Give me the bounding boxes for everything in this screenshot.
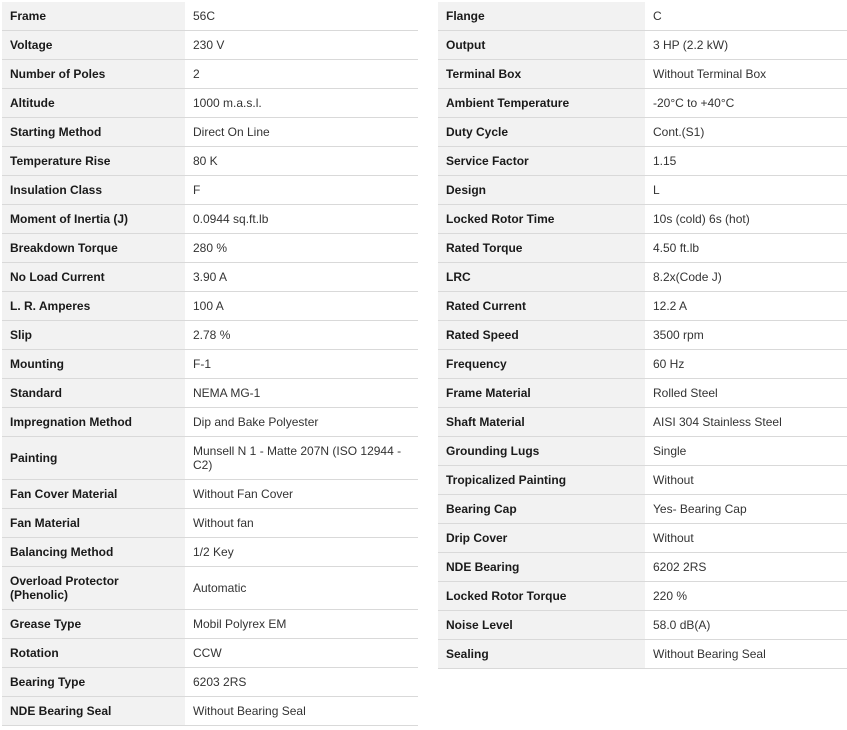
spec-label: Locked Rotor Torque	[438, 582, 645, 611]
spec-label: Moment of Inertia (J)	[2, 205, 185, 234]
spec-row	[2, 2, 418, 31]
spec-row	[2, 408, 418, 437]
spec-row	[2, 292, 418, 321]
spec-value: Without Terminal Box	[645, 60, 847, 89]
spec-value: 10s (cold) 6s (hot)	[645, 205, 847, 234]
spec-row	[2, 567, 418, 610]
spec-row	[2, 118, 418, 147]
spec-row	[438, 89, 847, 118]
spec-value: Automatic	[185, 567, 418, 610]
spec-value: F	[185, 176, 418, 205]
spec-label: Impregnation Method	[2, 408, 185, 437]
spec-value: Dip and Bake Polyester	[185, 408, 418, 437]
spec-label: Temperature Rise	[2, 147, 185, 176]
spec-value: NEMA MG-1	[185, 379, 418, 408]
spec-row	[438, 379, 847, 408]
spec-row	[2, 668, 418, 697]
spec-label: Slip	[2, 321, 185, 350]
spec-row	[438, 408, 847, 437]
spec-value: C	[645, 2, 847, 31]
spec-value: Without Bearing Seal	[185, 697, 418, 726]
left-spec-table-body	[2, 2, 418, 726]
spec-value: 56C	[185, 2, 418, 31]
spec-label: Starting Method	[2, 118, 185, 147]
spec-row	[438, 640, 847, 669]
spec-label: Ambient Temperature	[438, 89, 645, 118]
spec-row	[2, 379, 418, 408]
spec-row	[438, 553, 847, 582]
spec-row	[2, 147, 418, 176]
spec-value: 8.2x(Code J)	[645, 263, 847, 292]
spec-row	[438, 466, 847, 495]
spec-label: Rated Current	[438, 292, 645, 321]
spec-label: Output	[438, 31, 645, 60]
spec-label: Flange	[438, 2, 645, 31]
spec-value: 0.0944 sq.ft.lb	[185, 205, 418, 234]
spec-label: NDE Bearing Seal	[2, 697, 185, 726]
spec-row	[2, 176, 418, 205]
spec-row	[2, 509, 418, 538]
spec-value: 58.0 dB(A)	[645, 611, 847, 640]
spec-value: Without	[645, 524, 847, 553]
spec-row	[438, 437, 847, 466]
spec-label: Shaft Material	[438, 408, 645, 437]
left-spec-table	[2, 2, 418, 726]
right-spec-table-body	[438, 2, 847, 669]
spec-row	[2, 639, 418, 668]
spec-row	[2, 89, 418, 118]
spec-label: NDE Bearing	[438, 553, 645, 582]
spec-row	[438, 2, 847, 31]
spec-value: F-1	[185, 350, 418, 379]
spec-value: 100 A	[185, 292, 418, 321]
spec-label: Locked Rotor Time	[438, 205, 645, 234]
spec-label: Frequency	[438, 350, 645, 379]
spec-label: Sealing	[438, 640, 645, 669]
spec-label: Grounding Lugs	[438, 437, 645, 466]
spec-value: L	[645, 176, 847, 205]
spec-value: Mobil Polyrex EM	[185, 610, 418, 639]
spec-value: Rolled Steel	[645, 379, 847, 408]
spec-value: 2	[185, 60, 418, 89]
spec-row	[2, 480, 418, 509]
spec-value: AISI 304 Stainless Steel	[645, 408, 847, 437]
spec-row	[438, 611, 847, 640]
spec-label: Rated Speed	[438, 321, 645, 350]
spec-value: Direct On Line	[185, 118, 418, 147]
spec-value: 1.15	[645, 147, 847, 176]
spec-row	[2, 321, 418, 350]
spec-label: Altitude	[2, 89, 185, 118]
spec-label: Frame	[2, 2, 185, 31]
spec-label: Mounting	[2, 350, 185, 379]
spec-value: 3 HP (2.2 kW)	[645, 31, 847, 60]
spec-label: Frame Material	[438, 379, 645, 408]
spec-row	[2, 350, 418, 379]
spec-value: Munsell N 1 - Matte 207N (ISO 12944 - C2)	[185, 437, 418, 480]
spec-value: 230 V	[185, 31, 418, 60]
spec-label: Balancing Method	[2, 538, 185, 567]
spec-row	[2, 697, 418, 726]
spec-value: Without Bearing Seal	[645, 640, 847, 669]
spec-row	[438, 292, 847, 321]
spec-row	[438, 321, 847, 350]
spec-row	[2, 263, 418, 292]
spec-row	[2, 205, 418, 234]
spec-value: Cont.(S1)	[645, 118, 847, 147]
spec-row	[438, 524, 847, 553]
spec-value: Without fan	[185, 509, 418, 538]
spec-label: Rated Torque	[438, 234, 645, 263]
spec-value: 80 K	[185, 147, 418, 176]
spec-label: Insulation Class	[2, 176, 185, 205]
spec-row	[438, 176, 847, 205]
spec-row	[2, 234, 418, 263]
spec-label: Design	[438, 176, 645, 205]
spec-row	[438, 495, 847, 524]
spec-label: Standard	[2, 379, 185, 408]
spec-label: Drip Cover	[438, 524, 645, 553]
spec-label: Grease Type	[2, 610, 185, 639]
spec-value: 2.78 %	[185, 321, 418, 350]
spec-value: 6202 2RS	[645, 553, 847, 582]
spec-value: 220 %	[645, 582, 847, 611]
spec-value: Yes- Bearing Cap	[645, 495, 847, 524]
spec-value: -20°C to +40°C	[645, 89, 847, 118]
spec-row	[438, 263, 847, 292]
spec-label: Fan Material	[2, 509, 185, 538]
spec-row	[438, 205, 847, 234]
spec-value: Single	[645, 437, 847, 466]
spec-label: Number of Poles	[2, 60, 185, 89]
spec-label: Terminal Box	[438, 60, 645, 89]
right-spec-table	[438, 2, 847, 669]
spec-row	[438, 350, 847, 379]
spec-label: Tropicalized Painting	[438, 466, 645, 495]
spec-value: 12.2 A	[645, 292, 847, 321]
spec-row	[438, 582, 847, 611]
spec-label: Overload Protector (Phenolic)	[2, 567, 185, 610]
spec-value: 3.90 A	[185, 263, 418, 292]
spec-row	[2, 60, 418, 89]
spec-label: Bearing Cap	[438, 495, 645, 524]
spec-label: Duty Cycle	[438, 118, 645, 147]
spec-row	[438, 147, 847, 176]
spec-value: 3500 rpm	[645, 321, 847, 350]
spec-value: 1/2 Key	[185, 538, 418, 567]
spec-value: CCW	[185, 639, 418, 668]
spec-row	[438, 31, 847, 60]
spec-row	[438, 60, 847, 89]
spec-row	[2, 610, 418, 639]
spec-label: No Load Current	[2, 263, 185, 292]
spec-value: Without Fan Cover	[185, 480, 418, 509]
spec-value: 1000 m.a.s.l.	[185, 89, 418, 118]
spec-row	[2, 538, 418, 567]
spec-value: 60 Hz	[645, 350, 847, 379]
spec-label: Voltage	[2, 31, 185, 60]
spec-label: Noise Level	[438, 611, 645, 640]
spec-value: 6203 2RS	[185, 668, 418, 697]
spec-label: Bearing Type	[2, 668, 185, 697]
spec-label: Service Factor	[438, 147, 645, 176]
spec-label: Fan Cover Material	[2, 480, 185, 509]
spec-value: 280 %	[185, 234, 418, 263]
spec-row	[438, 234, 847, 263]
spec-label: L. R. Amperes	[2, 292, 185, 321]
spec-label: Painting	[2, 437, 185, 480]
spec-row	[2, 437, 418, 480]
spec-label: LRC	[438, 263, 645, 292]
spec-label: Breakdown Torque	[2, 234, 185, 263]
spec-value: Without	[645, 466, 847, 495]
spec-row	[438, 118, 847, 147]
spec-label: Rotation	[2, 639, 185, 668]
spec-value: 4.50 ft.lb	[645, 234, 847, 263]
spec-row	[2, 31, 418, 60]
